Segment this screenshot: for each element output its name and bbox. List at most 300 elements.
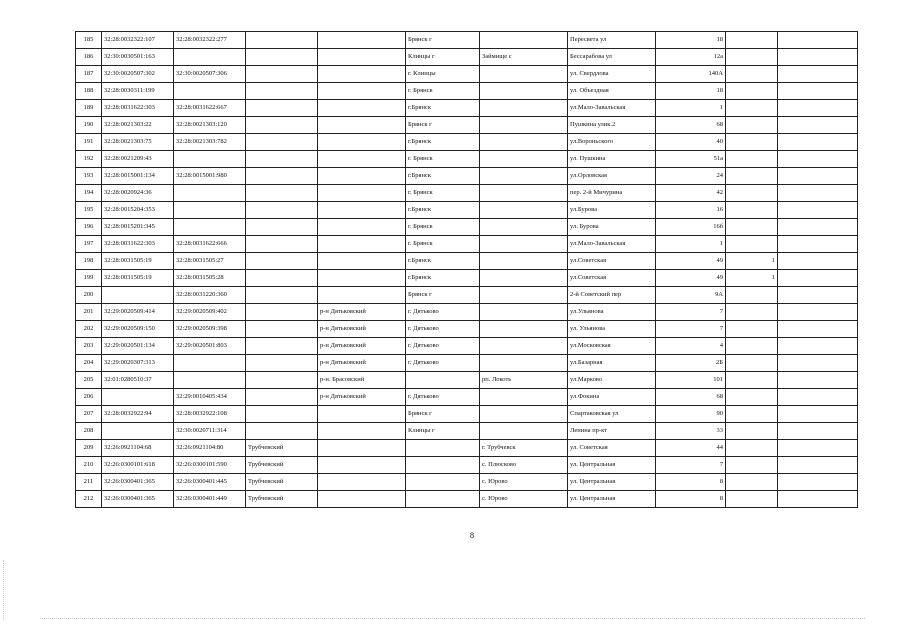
district-type-cell: р-н Дятьковский: [318, 389, 406, 406]
extra-1-cell: [726, 457, 778, 474]
district-cell: Трубчевский: [246, 474, 318, 491]
settlement-cell: [480, 253, 568, 270]
extra-1-cell: [726, 134, 778, 151]
district-cell: [246, 168, 318, 185]
district-cell: [246, 423, 318, 440]
row-number-cell: 194: [76, 185, 102, 202]
district-type-cell: р-н Дятьковский: [318, 338, 406, 355]
table-row: [76, 440, 858, 457]
house-number-cell: 49: [656, 253, 726, 270]
house-number-cell: 8: [656, 491, 726, 508]
district-cell: [246, 372, 318, 389]
extra-1-cell: [726, 440, 778, 457]
house-number-cell: 1: [656, 236, 726, 253]
cadastral-number-2-cell: 32:28:0021303:120: [174, 117, 246, 134]
extra-1-cell: [726, 423, 778, 440]
district-cell: [246, 185, 318, 202]
settlement-cell: [480, 32, 568, 49]
table-row: [76, 185, 858, 202]
district-cell: Трубчевский: [246, 457, 318, 474]
street-cell: Пушкина улик.2: [568, 117, 656, 134]
extra-1-cell: [726, 474, 778, 491]
settlement-cell: рп. Локоть: [480, 372, 568, 389]
table-body: [76, 32, 858, 508]
extra-1-cell: [726, 406, 778, 423]
cadastral-number-2-cell: [174, 372, 246, 389]
city-cell: г. Дятьково: [406, 355, 480, 372]
extra-1-cell: [726, 66, 778, 83]
cadastral-number-2-cell: 32:28:0015001:980: [174, 168, 246, 185]
extra-2-cell: [778, 134, 858, 151]
table-row: [76, 304, 858, 321]
street-cell: ул. Объездная: [568, 83, 656, 100]
district-cell: [246, 151, 318, 168]
district-cell: [246, 236, 318, 253]
table-row: [76, 270, 858, 287]
district-cell: [246, 83, 318, 100]
street-cell: Бессарабова ул: [568, 49, 656, 66]
row-number-cell: 205: [76, 372, 102, 389]
house-number-cell: 42: [656, 185, 726, 202]
house-number-cell: 68: [656, 117, 726, 134]
district-cell: [246, 304, 318, 321]
street-cell: ул.Московская: [568, 338, 656, 355]
street-cell: ул.Ульянова: [568, 304, 656, 321]
extra-1-cell: [726, 287, 778, 304]
cadastral-number-1-cell: 32:26:0300401:365: [102, 491, 174, 508]
house-number-cell: 7: [656, 321, 726, 338]
cadastral-number-1-cell: 32:28:0031505:19: [102, 270, 174, 287]
city-cell: г.Брянск: [406, 100, 480, 117]
house-number-cell: 40: [656, 134, 726, 151]
city-cell: г.Брянск: [406, 270, 480, 287]
district-type-cell: [318, 236, 406, 253]
city-cell: г. Дятьково: [406, 304, 480, 321]
row-number-cell: 186: [76, 49, 102, 66]
page-number: 8: [470, 531, 474, 540]
street-cell: Ленина пр-кт: [568, 423, 656, 440]
extra-2-cell: [778, 202, 858, 219]
street-cell: Пересвета ул: [568, 32, 656, 49]
cadastral-number-2-cell: 32:30:0020507:306: [174, 66, 246, 83]
extra-1-cell: [726, 202, 778, 219]
row-number-cell: 208: [76, 423, 102, 440]
district-cell: Трубчевский: [246, 491, 318, 508]
street-cell: ул. Пушкина: [568, 151, 656, 168]
cadastral-number-2-cell: 32:28:0031505:27: [174, 253, 246, 270]
row-number-cell: 198: [76, 253, 102, 270]
city-cell: г. Брянск: [406, 185, 480, 202]
city-cell: Брянск г: [406, 117, 480, 134]
settlement-cell: [480, 83, 568, 100]
house-number-cell: 44: [656, 440, 726, 457]
settlement-cell: [480, 151, 568, 168]
house-number-cell: 140А: [656, 66, 726, 83]
row-number-cell: 204: [76, 355, 102, 372]
district-type-cell: [318, 406, 406, 423]
cadastral-number-2-cell: 32:26:0921104:80: [174, 440, 246, 457]
margin-noise-line: [3, 560, 4, 620]
row-number-cell: 190: [76, 117, 102, 134]
cadastral-number-2-cell: 32:28:0031622:666: [174, 236, 246, 253]
cadastral-number-2-cell: [174, 83, 246, 100]
district-cell: [246, 202, 318, 219]
district-type-cell: [318, 83, 406, 100]
cadastral-number-2-cell: [174, 49, 246, 66]
extra-2-cell: [778, 321, 858, 338]
settlement-cell: [480, 219, 568, 236]
row-number-cell: 189: [76, 100, 102, 117]
extra-1-cell: [726, 219, 778, 236]
registry-table: [75, 31, 858, 508]
city-cell: Брянск г: [406, 406, 480, 423]
extra-1-cell: 1: [726, 270, 778, 287]
cadastral-number-1-cell: 32:28:0030311:199: [102, 83, 174, 100]
cadastral-number-1-cell: 32:28:0032322:107: [102, 32, 174, 49]
table-row: [76, 202, 858, 219]
row-number-cell: 209: [76, 440, 102, 457]
table-row: [76, 253, 858, 270]
row-number-cell: 202: [76, 321, 102, 338]
district-cell: [246, 49, 318, 66]
district-cell: [246, 338, 318, 355]
house-number-cell: 49: [656, 270, 726, 287]
cadastral-number-1-cell: [102, 287, 174, 304]
district-cell: [246, 270, 318, 287]
table-row: [76, 389, 858, 406]
street-cell: ул. Центральная: [568, 457, 656, 474]
district-cell: [246, 66, 318, 83]
cadastral-number-1-cell: 32:28:0021303:22: [102, 117, 174, 134]
cadastral-number-2-cell: 32:26:0300401:445: [174, 474, 246, 491]
settlement-cell: [480, 117, 568, 134]
cadastral-number-1-cell: 32:26:0300101:618: [102, 457, 174, 474]
district-type-cell: [318, 185, 406, 202]
table-row: [76, 117, 858, 134]
district-type-cell: [318, 49, 406, 66]
street-cell: ул.Фокина: [568, 389, 656, 406]
row-number-cell: 210: [76, 457, 102, 474]
extra-2-cell: [778, 406, 858, 423]
street-cell: пер. 2-й Мичурина: [568, 185, 656, 202]
street-cell: ул.Марково: [568, 372, 656, 389]
district-type-cell: [318, 32, 406, 49]
district-cell: [246, 321, 318, 338]
table-row: [76, 338, 858, 355]
extra-1-cell: [726, 372, 778, 389]
cadastral-number-2-cell: 32:29:0020509:402: [174, 304, 246, 321]
table-row: [76, 236, 858, 253]
house-number-cell: 9А: [656, 287, 726, 304]
street-cell: ул. Центральная: [568, 474, 656, 491]
city-cell: Брянск г: [406, 32, 480, 49]
extra-2-cell: [778, 474, 858, 491]
district-type-cell: [318, 474, 406, 491]
extra-2-cell: [778, 287, 858, 304]
street-cell: ул. Бурова: [568, 219, 656, 236]
district-type-cell: р-н Дятьковский: [318, 321, 406, 338]
district-cell: [246, 406, 318, 423]
extra-2-cell: [778, 304, 858, 321]
extra-2-cell: [778, 168, 858, 185]
house-number-cell: 90: [656, 406, 726, 423]
settlement-cell: Займище с: [480, 49, 568, 66]
settlement-cell: г. Трубчевск: [480, 440, 568, 457]
settlement-cell: [480, 406, 568, 423]
cadastral-number-2-cell: 32:28:0031622:667: [174, 100, 246, 117]
cadastral-number-2-cell: 32:28:0032922:108: [174, 406, 246, 423]
house-number-cell: 101: [656, 372, 726, 389]
district-cell: [246, 100, 318, 117]
cadastral-number-1-cell: 32:29:0020501:134: [102, 338, 174, 355]
street-cell: ул.Мало-Завальская: [568, 100, 656, 117]
scan-noise-line: [40, 618, 865, 619]
settlement-cell: [480, 321, 568, 338]
district-cell: [246, 389, 318, 406]
district-cell: [246, 287, 318, 304]
cadastral-number-1-cell: 32:30:0030501:163: [102, 49, 174, 66]
extra-1-cell: [726, 83, 778, 100]
district-type-cell: [318, 134, 406, 151]
street-cell: ул. Центральная: [568, 491, 656, 508]
district-type-cell: [318, 151, 406, 168]
extra-2-cell: [778, 491, 858, 508]
house-number-cell: 7: [656, 457, 726, 474]
extra-2-cell: [778, 151, 858, 168]
cadastral-number-1-cell: 32:29:0020307:313: [102, 355, 174, 372]
extra-1-cell: [726, 338, 778, 355]
table-row: [76, 474, 858, 491]
table-row: [76, 457, 858, 474]
extra-1-cell: [726, 389, 778, 406]
district-type-cell: [318, 168, 406, 185]
street-cell: ул. Ульянова: [568, 321, 656, 338]
row-number-cell: 207: [76, 406, 102, 423]
row-number-cell: 201: [76, 304, 102, 321]
house-number-cell: 8: [656, 474, 726, 491]
row-number-cell: 187: [76, 66, 102, 83]
settlement-cell: [480, 338, 568, 355]
street-cell: ул.Советская: [568, 270, 656, 287]
extra-2-cell: [778, 185, 858, 202]
district-type-cell: [318, 253, 406, 270]
city-cell: [406, 440, 480, 457]
street-cell: ул.Базарная: [568, 355, 656, 372]
table-row: [76, 406, 858, 423]
city-cell: [406, 491, 480, 508]
street-cell: ул. Советская: [568, 440, 656, 457]
district-type-cell: р-н Дятьковский: [318, 304, 406, 321]
city-cell: г.Брянск: [406, 134, 480, 151]
city-cell: Брянск г: [406, 287, 480, 304]
table-row: [76, 287, 858, 304]
extra-2-cell: [778, 338, 858, 355]
row-number-cell: 188: [76, 83, 102, 100]
cadastral-number-2-cell: [174, 202, 246, 219]
cadastral-number-2-cell: 32:28:0031505:28: [174, 270, 246, 287]
cadastral-number-1-cell: 32:26:0921104:68: [102, 440, 174, 457]
city-cell: г. Дятьково: [406, 321, 480, 338]
district-type-cell: р-н. Брасовский: [318, 372, 406, 389]
cadastral-number-1-cell: 32:28:0015001:134: [102, 168, 174, 185]
row-number-cell: 196: [76, 219, 102, 236]
house-number-cell: 12а: [656, 49, 726, 66]
extra-2-cell: [778, 219, 858, 236]
district-type-cell: [318, 287, 406, 304]
extra-2-cell: [778, 117, 858, 134]
cadastral-number-2-cell: 32:26:0300101:590: [174, 457, 246, 474]
table-row: [76, 219, 858, 236]
row-number-cell: 199: [76, 270, 102, 287]
cadastral-number-1-cell: 32:28:0021303:75: [102, 134, 174, 151]
city-cell: г. Клинцы: [406, 66, 480, 83]
row-number-cell: 200: [76, 287, 102, 304]
extra-2-cell: [778, 372, 858, 389]
extra-1-cell: 1: [726, 253, 778, 270]
settlement-cell: [480, 355, 568, 372]
district-type-cell: [318, 202, 406, 219]
street-cell: 2-й Советский пер: [568, 287, 656, 304]
settlement-cell: [480, 202, 568, 219]
street-cell: ул.Советская: [568, 253, 656, 270]
row-number-cell: 197: [76, 236, 102, 253]
district-type-cell: [318, 117, 406, 134]
table-row: [76, 134, 858, 151]
district-type-cell: [318, 423, 406, 440]
house-number-cell: 4: [656, 338, 726, 355]
district-type-cell: р-н Дятьковский: [318, 355, 406, 372]
district-type-cell: [318, 100, 406, 117]
extra-2-cell: [778, 49, 858, 66]
settlement-cell: [480, 66, 568, 83]
extra-2-cell: [778, 270, 858, 287]
city-cell: г. Брянск: [406, 219, 480, 236]
extra-1-cell: [726, 321, 778, 338]
settlement-cell: [480, 185, 568, 202]
house-number-cell: 1: [656, 100, 726, 117]
district-cell: [246, 117, 318, 134]
house-number-cell: 16: [656, 202, 726, 219]
row-number-cell: 195: [76, 202, 102, 219]
extra-2-cell: [778, 100, 858, 117]
table-row: [76, 355, 858, 372]
cadastral-number-2-cell: 32:30:0020711:314: [174, 423, 246, 440]
house-number-cell: 68: [656, 389, 726, 406]
settlement-cell: [480, 100, 568, 117]
cadastral-number-1-cell: 32:26:0300401:365: [102, 474, 174, 491]
table-row: [76, 83, 858, 100]
table-row: [76, 66, 858, 83]
settlement-cell: [480, 168, 568, 185]
cadastral-number-1-cell: 32:28:0020924:36: [102, 185, 174, 202]
settlement-cell: [480, 304, 568, 321]
city-cell: г. Дятьково: [406, 338, 480, 355]
table-row: [76, 100, 858, 117]
extra-1-cell: [726, 117, 778, 134]
extra-2-cell: [778, 423, 858, 440]
settlement-cell: [480, 389, 568, 406]
extra-1-cell: [726, 491, 778, 508]
cadastral-number-1-cell: 32:29:0020509:150: [102, 321, 174, 338]
cadastral-number-2-cell: [174, 151, 246, 168]
table-row: [76, 151, 858, 168]
street-cell: ул.Вороньского: [568, 134, 656, 151]
row-number-cell: 203: [76, 338, 102, 355]
house-number-cell: 7: [656, 304, 726, 321]
extra-2-cell: [778, 457, 858, 474]
district-type-cell: [318, 219, 406, 236]
extra-2-cell: [778, 66, 858, 83]
extra-1-cell: [726, 185, 778, 202]
cadastral-number-1-cell: 32:01:0280510:37: [102, 372, 174, 389]
table-row: [76, 372, 858, 389]
district-type-cell: [318, 491, 406, 508]
district-cell: [246, 32, 318, 49]
city-cell: г. Брянск: [406, 83, 480, 100]
street-cell: ул.Мало-Завальская: [568, 236, 656, 253]
cadastral-number-2-cell: 32:29:0020509:398: [174, 321, 246, 338]
city-cell: г. Брянск: [406, 236, 480, 253]
extra-1-cell: [726, 100, 778, 117]
city-cell: г. Дятьково: [406, 389, 480, 406]
district-cell: [246, 219, 318, 236]
row-number-cell: 193: [76, 168, 102, 185]
cadastral-number-2-cell: 32:28:0021303:782: [174, 134, 246, 151]
cadastral-number-1-cell: 32:29:0020509:414: [102, 304, 174, 321]
extra-2-cell: [778, 32, 858, 49]
district-cell: [246, 134, 318, 151]
district-cell: [246, 253, 318, 270]
district-type-cell: [318, 440, 406, 457]
cadastral-number-2-cell: [174, 219, 246, 236]
cadastral-number-2-cell: [174, 185, 246, 202]
city-cell: г.Брянск: [406, 202, 480, 219]
street-cell: ул. Свердлова: [568, 66, 656, 83]
house-number-cell: 18: [656, 83, 726, 100]
extra-2-cell: [778, 83, 858, 100]
settlement-cell: [480, 287, 568, 304]
house-number-cell: 18: [656, 32, 726, 49]
house-number-cell: 51а: [656, 151, 726, 168]
extra-1-cell: [726, 236, 778, 253]
extra-2-cell: [778, 236, 858, 253]
cadastral-number-1-cell: 32:28:0021209:43: [102, 151, 174, 168]
district-type-cell: [318, 66, 406, 83]
city-cell: [406, 474, 480, 491]
cadastral-number-2-cell: [174, 355, 246, 372]
row-number-cell: 206: [76, 389, 102, 406]
table-row: [76, 491, 858, 508]
row-number-cell: 185: [76, 32, 102, 49]
extra-2-cell: [778, 253, 858, 270]
city-cell: г. Брянск: [406, 151, 480, 168]
cadastral-number-1-cell: 32:28:0031622:303: [102, 236, 174, 253]
city-cell: г.Брянск: [406, 253, 480, 270]
cadastral-number-2-cell: 32:28:0032322:277: [174, 32, 246, 49]
extra-1-cell: [726, 355, 778, 372]
settlement-cell: [480, 134, 568, 151]
house-number-cell: 16б: [656, 219, 726, 236]
table-row: [76, 49, 858, 66]
cadastral-number-1-cell: 32:28:0015204:353: [102, 202, 174, 219]
cadastral-number-2-cell: 32:29:0010405:434: [174, 389, 246, 406]
street-cell: ул.Бурова: [568, 202, 656, 219]
row-number-cell: 192: [76, 151, 102, 168]
extra-2-cell: [778, 355, 858, 372]
city-cell: [406, 372, 480, 389]
row-number-cell: 191: [76, 134, 102, 151]
cadastral-number-1-cell: [102, 423, 174, 440]
